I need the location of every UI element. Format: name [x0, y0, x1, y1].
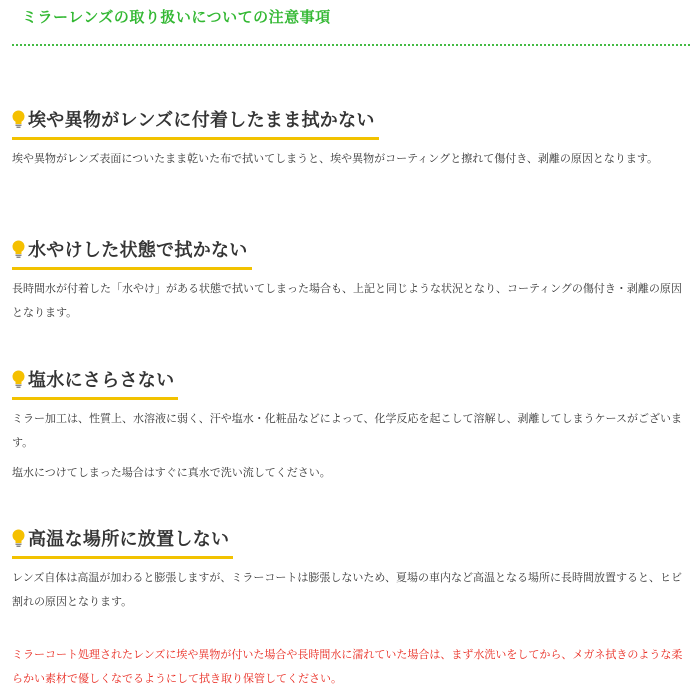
section-dust — [12, 106, 690, 171]
section-heading — [12, 106, 379, 140]
section-heading — [12, 366, 178, 400]
title-divider — [12, 44, 690, 46]
section-heading-text: 高温な場所に放置しない — [28, 529, 230, 550]
lightbulb-icon — [12, 240, 25, 258]
care-note: ミラーコート処理されたレンズに埃や異物が付いた場合や長時間水に濡れていた場合は、まず水洗いをしてから、メガネ拭きのような柔らかい素材で優しくなでるようにして拭き取り保管してください。 — [12, 648, 683, 685]
section-salt-water — [12, 366, 690, 485]
section-water-stain — [12, 236, 690, 325]
section-paragraph: レンズ自体は高温が加わると膨張しますが、ミラーコートは膨張しないため、夏場の車内など高温となる場所に長時間放置すると、ヒビ割れの原因となります。 — [12, 571, 682, 608]
section-heading-text: 埃や異物がレンズに付着したまま拭かない — [28, 110, 375, 131]
section-paragraph: 長時間水が付着した「水やけ」がある状態で拭いてしまった場合も、上記と同じような状況となり、コーティングの傷付き・剥離の原因となります。 — [12, 282, 682, 319]
lightbulb-icon — [12, 370, 25, 388]
section-paragraph: 埃や異物がレンズ表面についたまま乾いた布で拭いてしまうと、埃や異物がコーティングと擦れて傷付き、剥離の原因となります。 — [12, 152, 658, 165]
lightbulb-icon — [12, 110, 25, 128]
section-high-temperature — [12, 525, 690, 614]
page-title: ミラーレンズの取り扱いについての注意事項 — [22, 8, 331, 26]
section-paragraph: 塩水につけてしまった場合はすぐに真水で洗い流してください。 — [12, 466, 331, 479]
section-heading — [12, 525, 233, 559]
lightbulb-icon — [12, 529, 25, 547]
section-paragraph: ミラー加工は、性質上、水溶液に弱く、汗や塩水・化粧品などによって、化学反応を起こして溶解し、剥離してしまうケースがございます。 — [12, 412, 683, 449]
section-heading-text: 水やけした状態で拭かない — [28, 240, 248, 261]
section-heading-text: 塩水にさらさない — [28, 370, 175, 391]
section-heading — [12, 236, 252, 270]
